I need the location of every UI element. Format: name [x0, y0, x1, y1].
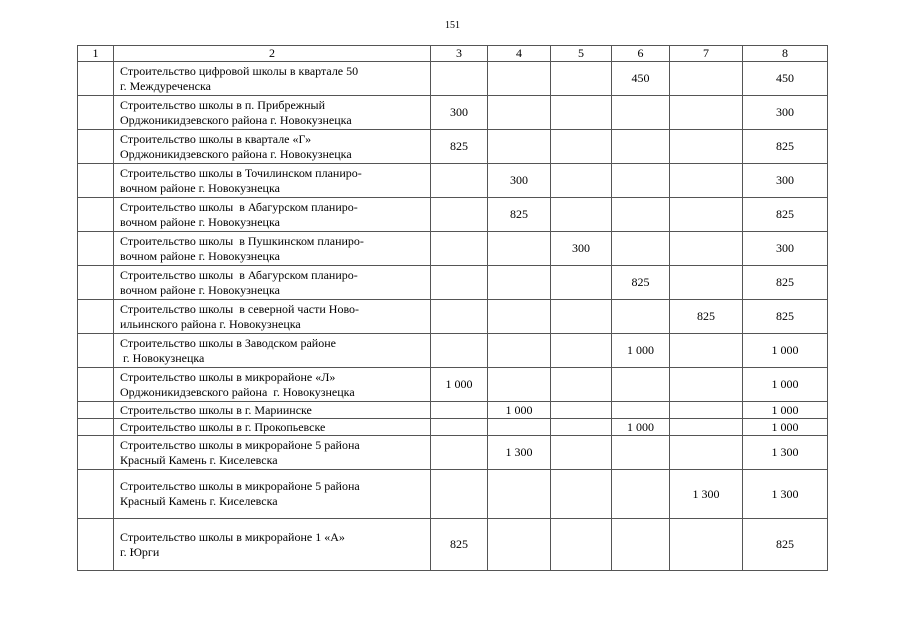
- value-cell-col-6: [612, 519, 670, 571]
- value-cell-col-5: [551, 436, 612, 470]
- project-name-cell: [114, 419, 431, 436]
- value-cell-col-6: [612, 164, 670, 198]
- project-name-cell: [114, 519, 431, 571]
- value-cell-col-5: [551, 368, 612, 402]
- row-index-cell: [78, 436, 114, 470]
- column-header: 6: [612, 46, 670, 62]
- value-cell-col-3: [431, 436, 488, 470]
- row-index-cell: [78, 96, 114, 130]
- value-cell-col-7: 825: [670, 300, 743, 334]
- project-name-cell: [114, 232, 431, 266]
- value-cell-col-5: [551, 419, 612, 436]
- value-cell-col-6: [612, 470, 670, 519]
- table-row: [78, 402, 828, 419]
- value-cell-col-3: [431, 419, 488, 436]
- value-cell-col-6: [612, 130, 670, 164]
- row-index-cell: [78, 402, 114, 419]
- value-cell-col-4: 1 300: [488, 436, 551, 470]
- project-name-cell: [114, 368, 431, 402]
- value-cell-col-3: 300: [431, 96, 488, 130]
- value-cell-col-3: [431, 62, 488, 96]
- value-cell-col-3: [431, 334, 488, 368]
- value-cell-col-3: 825: [431, 519, 488, 571]
- project-name-cell: [114, 164, 431, 198]
- value-cell-col-5: [551, 266, 612, 300]
- value-cell-col-6: [612, 368, 670, 402]
- value-cell-col-6: 450: [612, 62, 670, 96]
- value-cell-col-8: 825: [743, 198, 828, 232]
- value-cell-col-7: [670, 198, 743, 232]
- value-cell-col-7: [670, 402, 743, 419]
- value-cell-col-8: 825: [743, 130, 828, 164]
- table-row: [78, 436, 828, 470]
- value-cell-col-5: [551, 164, 612, 198]
- value-cell-col-8: 1 000: [743, 368, 828, 402]
- value-cell-col-6: [612, 96, 670, 130]
- table-row: [78, 198, 828, 232]
- value-cell-col-3: 825: [431, 130, 488, 164]
- value-cell-col-4: [488, 62, 551, 96]
- value-cell-col-4: [488, 519, 551, 571]
- row-index-cell: [78, 232, 114, 266]
- value-cell-col-7: 1 300: [670, 470, 743, 519]
- project-name-cell: [114, 62, 431, 96]
- value-cell-col-5: [551, 130, 612, 164]
- column-header: 5: [551, 46, 612, 62]
- project-name-line: Строительство школы в северной части Ново-: [120, 301, 360, 316]
- value-cell-col-6: 1 000: [612, 419, 670, 436]
- value-cell-col-3: [431, 470, 488, 519]
- row-index-cell: [78, 419, 114, 436]
- value-cell-col-4: [488, 130, 551, 164]
- value-cell-col-3: [431, 232, 488, 266]
- value-cell-col-3: [431, 402, 488, 419]
- project-name-line: Строительство школы в микрорайоне 1 «А»: [120, 529, 345, 544]
- value-cell-col-6: [612, 232, 670, 266]
- project-name-line: Строительство школы в п. Прибрежный: [120, 97, 326, 112]
- project-name-line: г. Междуреченска: [120, 78, 211, 93]
- project-name-cell: [114, 96, 431, 130]
- value-cell-col-5: [551, 300, 612, 334]
- row-index-cell: [78, 164, 114, 198]
- table-row: [78, 368, 828, 402]
- column-header: 7: [670, 46, 743, 62]
- table-row: [78, 266, 828, 300]
- value-cell-col-4: [488, 232, 551, 266]
- value-cell-col-7: [670, 436, 743, 470]
- value-cell-col-5: 300: [551, 232, 612, 266]
- value-cell-col-7: [670, 419, 743, 436]
- table-row: [78, 130, 828, 164]
- value-cell-col-4: [488, 470, 551, 519]
- project-name-line: вочном районе г. Новокузнецка: [120, 214, 280, 229]
- row-index-cell: [78, 62, 114, 96]
- value-cell-col-7: [670, 130, 743, 164]
- value-cell-col-7: [670, 334, 743, 368]
- value-cell-col-8: 300: [743, 164, 828, 198]
- value-cell-col-6: [612, 402, 670, 419]
- project-name-line: Орджоникидзевского района г. Новокузнецка: [120, 146, 352, 161]
- column-header: 4: [488, 46, 551, 62]
- value-cell-col-3: [431, 266, 488, 300]
- row-index-cell: [78, 519, 114, 571]
- project-name-line: г. Новокузнецка: [120, 350, 205, 365]
- construction-budget-table: [77, 45, 828, 571]
- column-header: 3: [431, 46, 488, 62]
- table-row: [78, 62, 828, 96]
- table-row: [78, 419, 828, 436]
- project-name-line: Красный Камень г. Киселевска: [120, 452, 278, 467]
- value-cell-col-8: 825: [743, 519, 828, 571]
- project-name-line: вочном районе г. Новокузнецка: [120, 248, 280, 263]
- table-row: [78, 334, 828, 368]
- project-name-line: г. Юрги: [120, 544, 160, 559]
- value-cell-col-5: [551, 96, 612, 130]
- project-name-line: Красный Камень г. Киселевска: [120, 494, 278, 508]
- value-cell-col-8: 825: [743, 266, 828, 300]
- row-index-cell: [78, 130, 114, 164]
- value-cell-col-6: 1 000: [612, 334, 670, 368]
- value-cell-col-4: [488, 96, 551, 130]
- project-name-line: Строительство школы в микрорайоне «Л»: [120, 369, 336, 384]
- project-name-line: Строительство школы в микрорайоне 5 района: [120, 437, 360, 452]
- project-name-cell: [114, 198, 431, 232]
- value-cell-col-6: 825: [612, 266, 670, 300]
- value-cell-col-5: [551, 198, 612, 232]
- project-name-line: Строительство школы в г. Прокопьевске: [120, 419, 326, 434]
- value-cell-col-7: [670, 164, 743, 198]
- project-name-cell: [114, 436, 431, 470]
- value-cell-col-8: 1 300: [743, 436, 828, 470]
- table-header-row: [78, 46, 828, 62]
- value-cell-col-7: [670, 266, 743, 300]
- project-name-line: Строительство школы в Точилинском планиро-: [120, 165, 362, 180]
- project-name-line: Строительство школы в Заводском районе: [120, 335, 336, 350]
- row-index-cell: [78, 334, 114, 368]
- project-name-cell: [114, 300, 431, 334]
- value-cell-col-3: [431, 198, 488, 232]
- value-cell-col-4: [488, 300, 551, 334]
- value-cell-col-8: 450: [743, 62, 828, 96]
- value-cell-col-7: [670, 368, 743, 402]
- value-cell-col-3: 1 000: [431, 368, 488, 402]
- column-header: 1: [78, 46, 114, 62]
- project-name-cell: [114, 334, 431, 368]
- value-cell-col-6: [612, 436, 670, 470]
- table-row: [78, 96, 828, 130]
- value-cell-col-8: 1 000: [743, 419, 828, 436]
- row-index-cell: [78, 266, 114, 300]
- project-name-cell: [114, 266, 431, 300]
- table-row: [78, 519, 828, 571]
- project-name-line: Строительство школы в Абагурском планиро-: [120, 199, 358, 214]
- value-cell-col-6: [612, 198, 670, 232]
- value-cell-col-3: [431, 300, 488, 334]
- table-row: [78, 300, 828, 334]
- project-name-line: вочном районе г. Новокузнецка: [120, 180, 280, 195]
- table-row: [78, 470, 828, 519]
- project-name-line: Орджоникидзевского района г. Новокузнецка: [120, 384, 355, 399]
- column-header: 2: [114, 46, 431, 62]
- value-cell-col-7: [670, 232, 743, 266]
- project-name-cell: [114, 130, 431, 164]
- value-cell-col-8: 300: [743, 96, 828, 130]
- value-cell-col-4: [488, 334, 551, 368]
- project-name-line: Строительство школы в Абагурском планиро-: [120, 267, 358, 282]
- column-header: 8: [743, 46, 828, 62]
- value-cell-col-6: [612, 300, 670, 334]
- row-index-cell: [78, 470, 114, 519]
- project-name-line: Строительство школы в микрорайоне 5 района: [120, 479, 360, 493]
- value-cell-col-8: 1 300: [743, 470, 828, 519]
- value-cell-col-7: [670, 62, 743, 96]
- row-index-cell: [78, 368, 114, 402]
- value-cell-col-5: [551, 62, 612, 96]
- project-name-line: Строительство школы в г. Мариинске: [120, 402, 312, 417]
- value-cell-col-3: [431, 164, 488, 198]
- row-index-cell: [78, 300, 114, 334]
- project-name-line: Орджоникидзевского района г. Новокузнецка: [120, 112, 352, 127]
- value-cell-col-7: [670, 519, 743, 571]
- value-cell-col-4: [488, 266, 551, 300]
- value-cell-col-4: 1 000: [488, 402, 551, 419]
- value-cell-col-8: 825: [743, 300, 828, 334]
- project-name-line: Строительство школы в Пушкинском планиро-: [120, 233, 364, 248]
- value-cell-col-5: [551, 334, 612, 368]
- project-name-line: вочном районе г. Новокузнецка: [120, 282, 280, 297]
- value-cell-col-5: [551, 470, 612, 519]
- value-cell-col-8: 1 000: [743, 334, 828, 368]
- project-name-cell: [114, 470, 431, 519]
- project-name-line: ильинского района г. Новокузнецка: [120, 316, 301, 331]
- page-number: 151: [445, 20, 460, 31]
- value-cell-col-8: 1 000: [743, 402, 828, 419]
- row-index-cell: [78, 198, 114, 232]
- project-name-cell: [114, 402, 431, 419]
- project-name-line: Строительство школы в квартале «Г»: [120, 131, 312, 146]
- value-cell-col-4: [488, 419, 551, 436]
- value-cell-col-5: [551, 519, 612, 571]
- value-cell-col-5: [551, 402, 612, 419]
- table-row: [78, 164, 828, 198]
- value-cell-col-4: [488, 368, 551, 402]
- value-cell-col-4: 825: [488, 198, 551, 232]
- value-cell-col-4: 300: [488, 164, 551, 198]
- value-cell-col-8: 300: [743, 232, 828, 266]
- table-body: [78, 62, 828, 571]
- table-row: [78, 232, 828, 266]
- value-cell-col-7: [670, 96, 743, 130]
- project-name-line: Строительство цифровой школы в квартале 50: [120, 63, 359, 78]
